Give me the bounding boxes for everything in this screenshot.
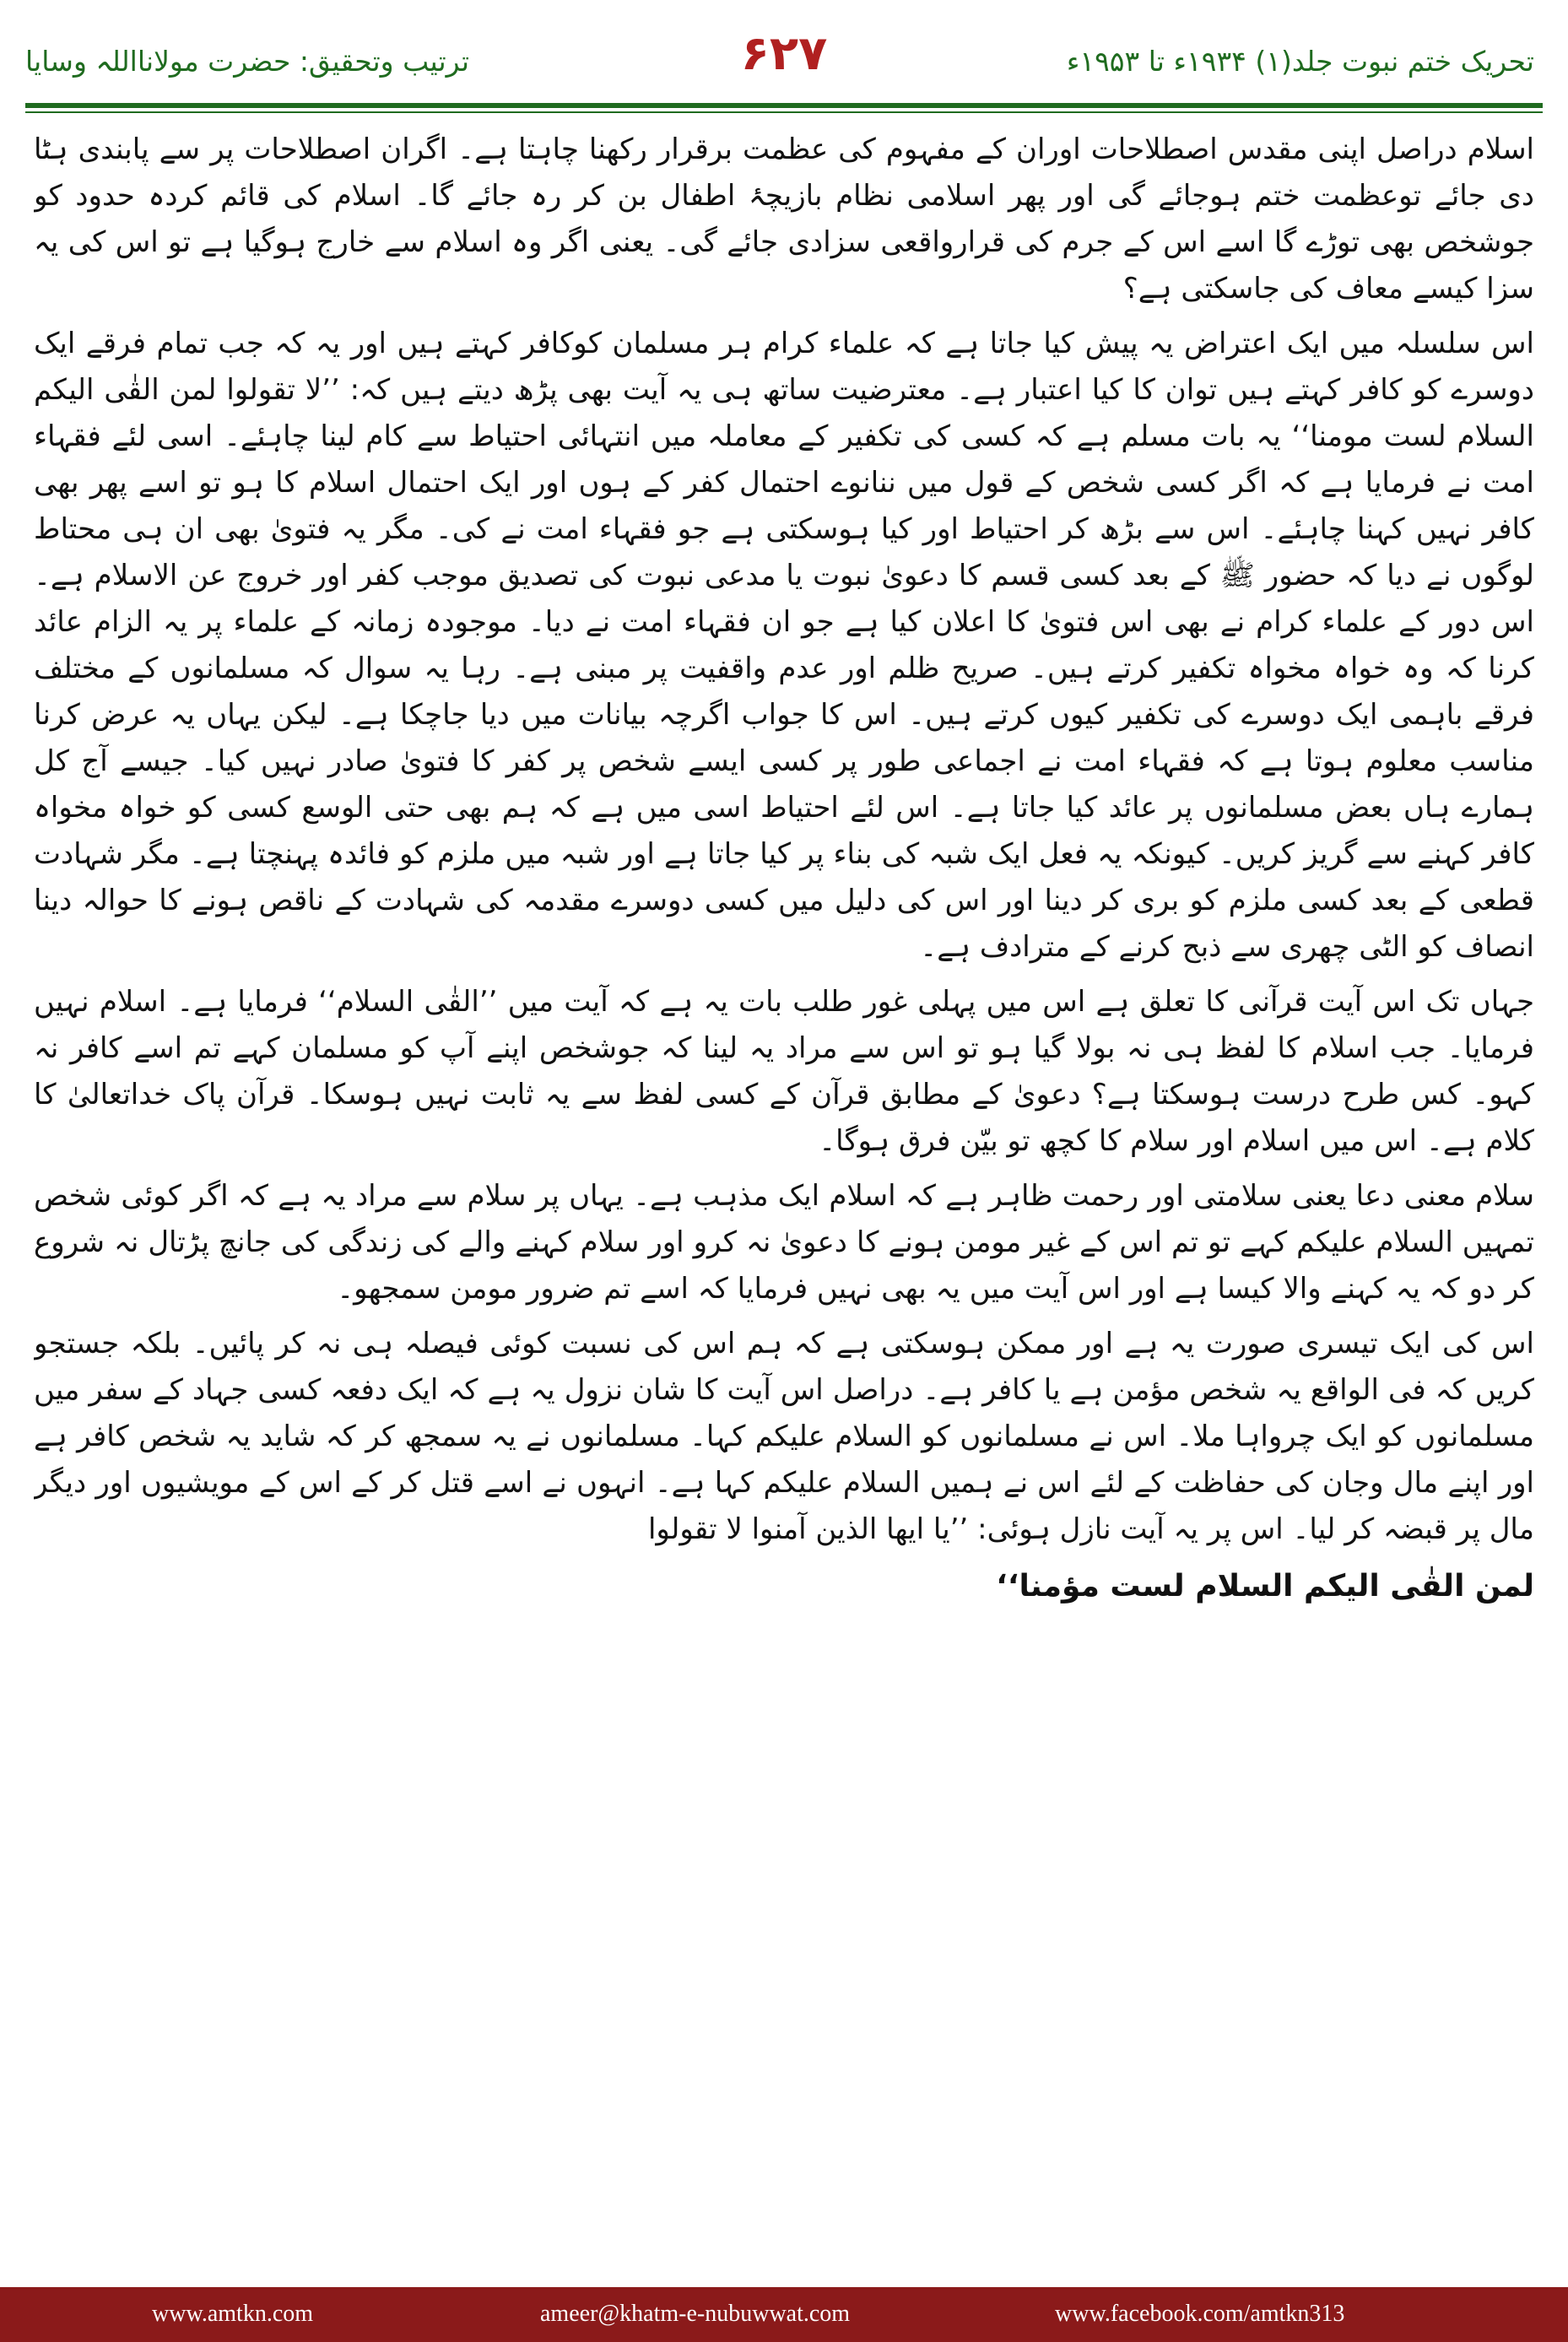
header-rule xyxy=(25,103,1543,108)
book-title: تحریک ختم نبوت جلد(۱) ۱۹۳۴ء تا ۱۹۵۳ء xyxy=(1066,45,1534,78)
page-body xyxy=(34,127,1534,2245)
page-header xyxy=(0,0,1568,101)
paragraph-1: اسلام دراصل اپنی مقدس اصطلاحات اوران کے مفہوم کی عظمت برقرار رکھنا چاہتا ہے۔ اگران اصطلاحات پر سے پابندی ہٹا دی جائے توعظمت ختم ہوجائے گی اور پھر اسلامی نظام بازیچۂ اطفال بن کر رہ جائے گا۔ اسلام کی قائم کردہ حدود کو جوشخص بھی توڑے گا اسے اس کے جرم کی قرارواقعی سزادی جائے گی۔ یعنی اگر وہ اسلام سے خارج ہوگیا ہے تو اس کی یہ سزا کیسے معاف کی جاسکتی ہے؟ xyxy=(34,133,1534,306)
header-rule-thin xyxy=(25,111,1543,113)
paragraph-2: اس سلسلہ میں ایک اعتراض یہ پیش کیا جاتا ہے کہ علماء کرام ہر مسلمان کوکافر کہتے ہیں اور یہ کہ جب تمام فرقے ایک دوسرے کو کافر کہتے ہیں توان کا کیا اعتبار ہے۔ معترضیت ساتھ ہی یہ آیت بھی پڑھ دیتے ہیں کہ: ’’لا تقولوا لمن القٰی الیکم السلام لست مومنا‘‘ یہ بات مسلم ہے کہ کسی کی تکفیر کے معاملہ میں انتہائی احتیاط سے کام لینا چاہئے۔ اسی لئے فقہاء امت نے فرمایا ہے کہ اگر کسی شخص کے قول میں ننانوے احتمال کفر کے ہوں اور ایک احتمال اسلام کا ہو تو اسے پھر بھی کافر نہیں کہنا چاہئے۔ اس سے بڑھ کر احتیاط اور کیا ہوسکتی ہے جو فقہاء امت نے کی۔ مگر یہ فتویٰ بھی ان ہی محتاط لوگوں نے دیا کہ حضور ﷺ کے بعد کسی قسم کا دعویٰ نبوت یا مدعی نبوت کی تصدیق موجب کفر اور خروج عن الاسلام ہے۔ اس دور کے علماء کرام نے بھی اس فتویٰ کا اعلان کیا ہے جو ان فقہاء امت نے دیا۔ موجودہ زمانہ کے علماء پر یہ الزام عائد کرنا کہ وہ خواہ مخواہ تکفیر کرتے ہیں۔ صریح ظلم اور عدم واقفیت پر مبنی ہے۔ رہا یہ سوال کہ مسلمانوں کے مختلف فرقے باہمی ایک دوسرے کی تکفیر کیوں کرتے ہیں۔ اس کا جواب اگرچہ بیانات میں دیا جاچکا ہے۔ لیکن یہاں یہ عرض کرنا مناسب معلوم ہوتا ہے کہ فقہاء امت نے اجماعی طور پر کسی ایسے شخص پر کفر کا فتویٰ صادر نہیں کیا۔ جیسے آج کل ہمارے ہاں بعض مسلمانوں پر عائد کیا جاتا ہے۔ اس لئے احتیاط اسی میں ہے کہ ہم بھی حتی الوسع کسی کو خواہ مخواہ کافر کہنے سے گریز کریں۔ کیونکہ یہ فعل ایک شبہ کی بناء پر کیا جاتا ہے اور شبہ میں ملزم کو فائدہ پہنچتا ہے۔ مگر شہادت قطعی کے بعد کسی ملزم کو بری کر دینا اور اس کی دلیل میں کسی دوسرے مقدمہ کی شہادت کے ناقص ہونے کا حوالہ دینا انصاف کو الٹی چھری سے ذبح کرنے کے مترادف ہے۔ xyxy=(34,327,1534,964)
compiler-credit: ترتیب وتحقیق: حضرت مولانااللہ وسایا xyxy=(25,45,470,78)
website-link[interactable]: www.amtkn.com xyxy=(152,2301,314,2327)
facebook-link[interactable]: www.facebook.com/amtkn313 xyxy=(1055,2301,1345,2327)
paragraph-4: سلام معنی دعا یعنی سلامتی اور رحمت ظاہر ہے کہ اسلام ایک مذہب ہے۔ یہاں پر سلام سے مراد یہ ہے کہ اگر کوئی شخص تمہیں السلام علیکم کہے تو تم اس کے غیر مومن ہونے کا دعویٰ نہ کرو اور سلام کہنے والے کی زندگی کی جانچ پڑتال نہ شروع کر دو کہ یہ کہنے والا کیسا ہے اور اس آیت میں یہ بھی نہیں فرمایا کہ اسے تم ضرور مومن سمجھو۔ xyxy=(34,1179,1534,1306)
quranic-quote: لمن القٰی الیکم السلام لست مؤمنا‘‘ xyxy=(996,1569,1534,1604)
paragraph-5: اس کی ایک تیسری صورت یہ ہے اور ممکن ہوسکتی ہے کہ ہم اس کی نسبت کوئی فیصلہ ہی نہ کر پائیں۔ بلکہ جستجو کریں کہ فی الواقع یہ شخص مؤمن ہے یا کافر ہے۔ دراصل اس آیت کا شان نزول یہ ہے کہ ایک دفعہ کسی جہاد کے سفر میں مسلمانوں کو ایک چرواہا ملا۔ اس نے مسلمانوں کو السلام علیکم کہا۔ مسلمانوں نے یہ سمجھ کر کہ شاید یہ شخص کافر ہے اور اپنے مال وجان کی حفاظت کے لئے اس نے ہمیں السلام علیکم کہا ہے۔ انہوں نے اسے قتل کر کے اس کے مویشیوں اور دیگر مال پر قبضہ کر لیا۔ اس پر یہ آیت نازل ہوئی: ’’یا ایھا الذین آمنوا لا تقولوا xyxy=(34,1327,1534,1546)
email-link[interactable]: ameer@khatm-e-nubuwwat.com xyxy=(540,2301,851,2327)
paragraph-3: جہاں تک اس آیت قرآنی کا تعلق ہے اس میں پہلی غور طلب بات یہ ہے کہ آیت میں ’’القٰی السلام‘‘ فرمایا ہے۔ اسلام نہیں فرمایا۔ جب اسلام کا لفظ ہی نہ بولا گیا ہو تو اس سے مراد یہ لینا کہ جوشخص اپنے آپ کو مسلمان کہے تم اسے کافر نہ کہو۔ کس طرح درست ہوسکتا ہے؟ دعویٰ کے مطابق قرآن کے کسی لفظ سے یہ ثابت نہیں ہوسکا۔ قرآن پاک خداتعالیٰ کا کلام ہے۔ اس میں اسلام اور سلام کا کچھ تو بیّن فرق ہوگا۔ xyxy=(34,985,1534,1158)
page-footer xyxy=(0,2287,1568,2342)
page-number: ۶۲۷ xyxy=(740,26,828,81)
